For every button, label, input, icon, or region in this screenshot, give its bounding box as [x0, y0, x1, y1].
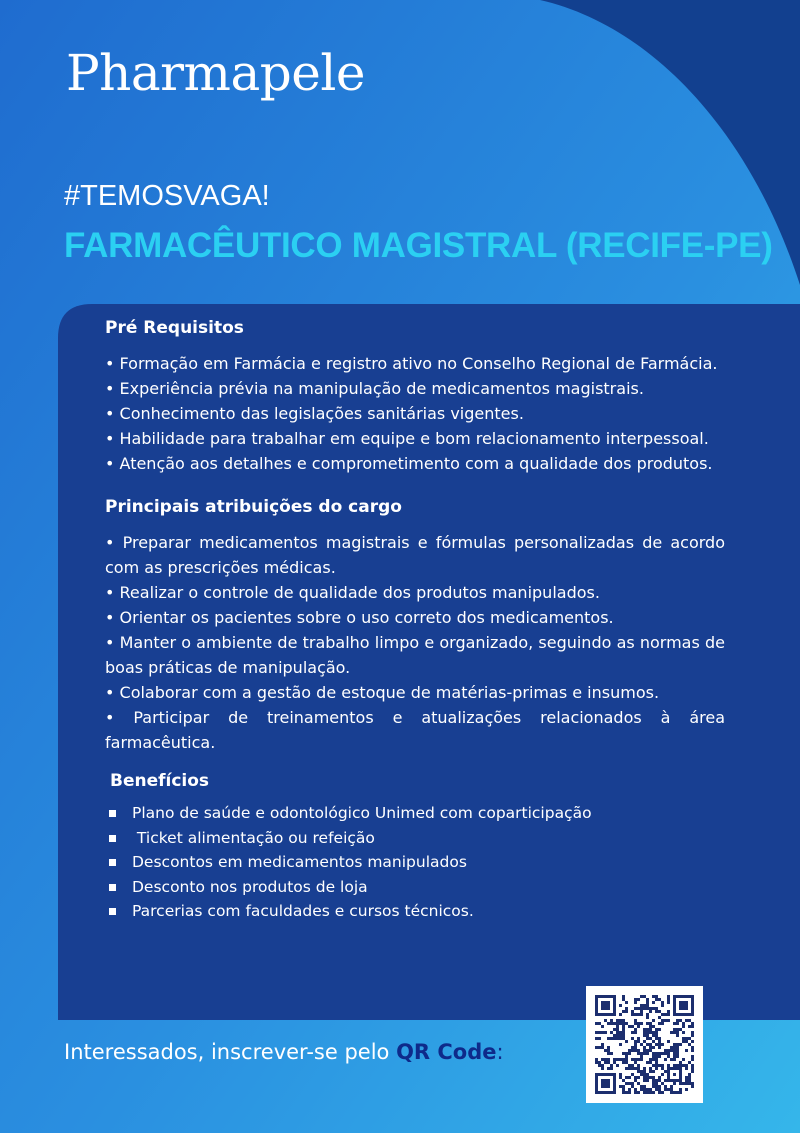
- list-item: • Conhecimento das legislações sanitárias vigentes.: [105, 404, 524, 423]
- list-item: • Realizar o controle de qualidade dos produtos manipulados.: [105, 583, 600, 602]
- list-item: • Atenção aos detalhes e comprometimento com a qualidade dos produtos.: [105, 454, 713, 473]
- list-item: • Participar de treinamentos e atualizações relacionados à área farmacêutica.: [105, 708, 725, 752]
- square-bullet-icon: [109, 859, 116, 866]
- list-item: • Orientar os pacientes sobre o uso correto dos medicamentos.: [105, 608, 614, 627]
- benefits-list: [105, 801, 725, 924]
- cta-text: Interessados, inscrever-se pelo: [64, 1040, 397, 1064]
- job-title: FARMACÊUTICO MAGISTRAL (RECIFE-PE): [64, 226, 773, 265]
- list-item: Descontos em medicamentos manipulados: [105, 850, 725, 875]
- square-bullet-icon: [109, 884, 116, 891]
- list-item: • Experiência prévia na manipulação de medicamentos magistrais.: [105, 379, 644, 398]
- list-item: Desconto nos produtos de loja: [105, 875, 725, 900]
- square-bullet-icon: [109, 810, 116, 817]
- hiring-hashtag: #TEMOSVAGA!: [64, 180, 270, 212]
- list-item: • Preparar medicamentos magistrais e fórmulas personalizadas de acordo com as prescrições médicas.: [105, 533, 725, 577]
- requirements-heading: Pré Requisitos: [105, 318, 244, 338]
- requirements-list: [105, 351, 725, 476]
- cta-colon: :: [496, 1040, 504, 1064]
- qr-code[interactable]: [586, 986, 703, 1103]
- qr-code-icon: [595, 995, 694, 1094]
- list-item: Plano de saúde e odontológico Unimed com coparticipação: [105, 801, 725, 826]
- list-item: • Manter o ambiente de trabalho limpo e organizado, seguindo as normas de boas práticas de manipulação.: [105, 633, 725, 677]
- duties-list: [105, 530, 725, 755]
- application-cta: [64, 1040, 504, 1064]
- benefits-heading: Benefícios: [110, 771, 210, 791]
- brand-logo: Pharmapele: [66, 44, 365, 102]
- list-item: • Habilidade para trabalhar em equipe e bom relacionamento interpessoal.: [105, 429, 709, 448]
- list-item: • Colaborar com a gestão de estoque de matérias-primas e insumos.: [105, 683, 660, 702]
- qr-code-label: QR Code: [396, 1040, 497, 1064]
- list-item: Ticket alimentação ou refeição: [105, 826, 725, 851]
- duties-heading: Principais atribuições do cargo: [105, 497, 402, 517]
- square-bullet-icon: [109, 908, 116, 915]
- square-bullet-icon: [109, 835, 116, 842]
- list-item: • Formação em Farmácia e registro ativo no Conselho Regional de Farmácia.: [105, 354, 718, 373]
- content-body: [105, 318, 725, 924]
- list-item: Parcerias com faculdades e cursos técnicos.: [105, 899, 725, 924]
